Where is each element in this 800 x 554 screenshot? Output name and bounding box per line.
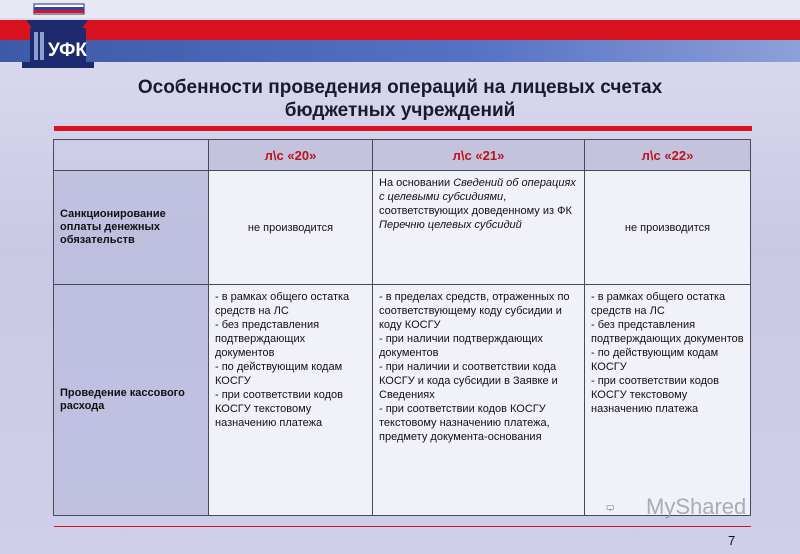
list-item: - в пределах средств, отраженных по соответствующему коду субсидии и коду КОСГУ bbox=[379, 291, 570, 331]
cell-sanction-20: не производится bbox=[209, 171, 373, 285]
list-item: - без представления подтверждающих документов bbox=[215, 319, 320, 359]
header-red-stripe bbox=[0, 20, 800, 40]
list-item: - по действующим кодам КОСГУ bbox=[591, 347, 719, 373]
cell-cash-21 bbox=[373, 285, 585, 516]
list-item: - при соответствии кодов КОСГУ текстовому назначению платежа bbox=[215, 389, 343, 429]
row-header-sanction: Санкционирование оплаты денежных обязательств bbox=[54, 171, 209, 285]
column-header-21: л\с «21» bbox=[373, 140, 585, 171]
title-line-2: бюджетных учреждений bbox=[284, 100, 516, 121]
list-item: - без представления подтверждающих документов bbox=[591, 319, 744, 345]
title-line-1: Особенности проведения операций на лицевых счетах bbox=[137, 77, 663, 98]
cell-text-italic: Перечню целевых субсидий bbox=[379, 219, 522, 231]
list-item: - при наличии и соответствии кода КОСГУ и кода субсидии в Заявке и Сведениях bbox=[379, 361, 558, 401]
logo-text: УФК bbox=[48, 40, 87, 61]
column-header-20: л\с «20» bbox=[209, 140, 373, 171]
cell-text-italic: Сведений об операциях с целевыми субсидиями bbox=[379, 177, 576, 203]
cell-text: На основании bbox=[379, 177, 454, 189]
list-item: - по действующим кодам КОСГУ bbox=[215, 361, 343, 387]
cell-sanction-22: не производится bbox=[585, 171, 751, 285]
header-blue-stripe bbox=[0, 40, 800, 62]
ufk-logo bbox=[12, 2, 98, 76]
bottom-rule bbox=[54, 526, 751, 527]
list-item: - в рамках общего остатка средств на ЛС bbox=[215, 291, 350, 317]
watermark-icon bbox=[606, 492, 646, 524]
cell-text: , соответствующих доведенному из ФК bbox=[379, 191, 572, 217]
top-band bbox=[0, 0, 800, 18]
title-underline bbox=[54, 126, 752, 131]
cell-cash-20 bbox=[209, 285, 373, 516]
operations-table bbox=[53, 139, 751, 516]
page-title bbox=[90, 76, 710, 122]
page-number: 7 bbox=[728, 533, 736, 548]
list-item: - при соответствии кодов КОСГУ текстовому назначению платежа bbox=[591, 375, 719, 415]
cell-sanction-21 bbox=[373, 171, 585, 285]
column-header-22: л\с «22» bbox=[585, 140, 751, 171]
list-item: - при соответствии кодов КОСГУ текстовому назначению платежа, предмету документа-основания bbox=[379, 403, 550, 443]
cell-cash-22 bbox=[585, 285, 751, 516]
list-item: - в рамках общего остатка средств на ЛС bbox=[591, 291, 726, 317]
list-item: - при наличии подтверждающих документов bbox=[379, 333, 543, 359]
row-header-cash-expense: Проведение кассового расхода bbox=[54, 285, 209, 516]
watermark-text: MyShared bbox=[646, 494, 747, 519]
table-corner-cell bbox=[54, 140, 209, 171]
